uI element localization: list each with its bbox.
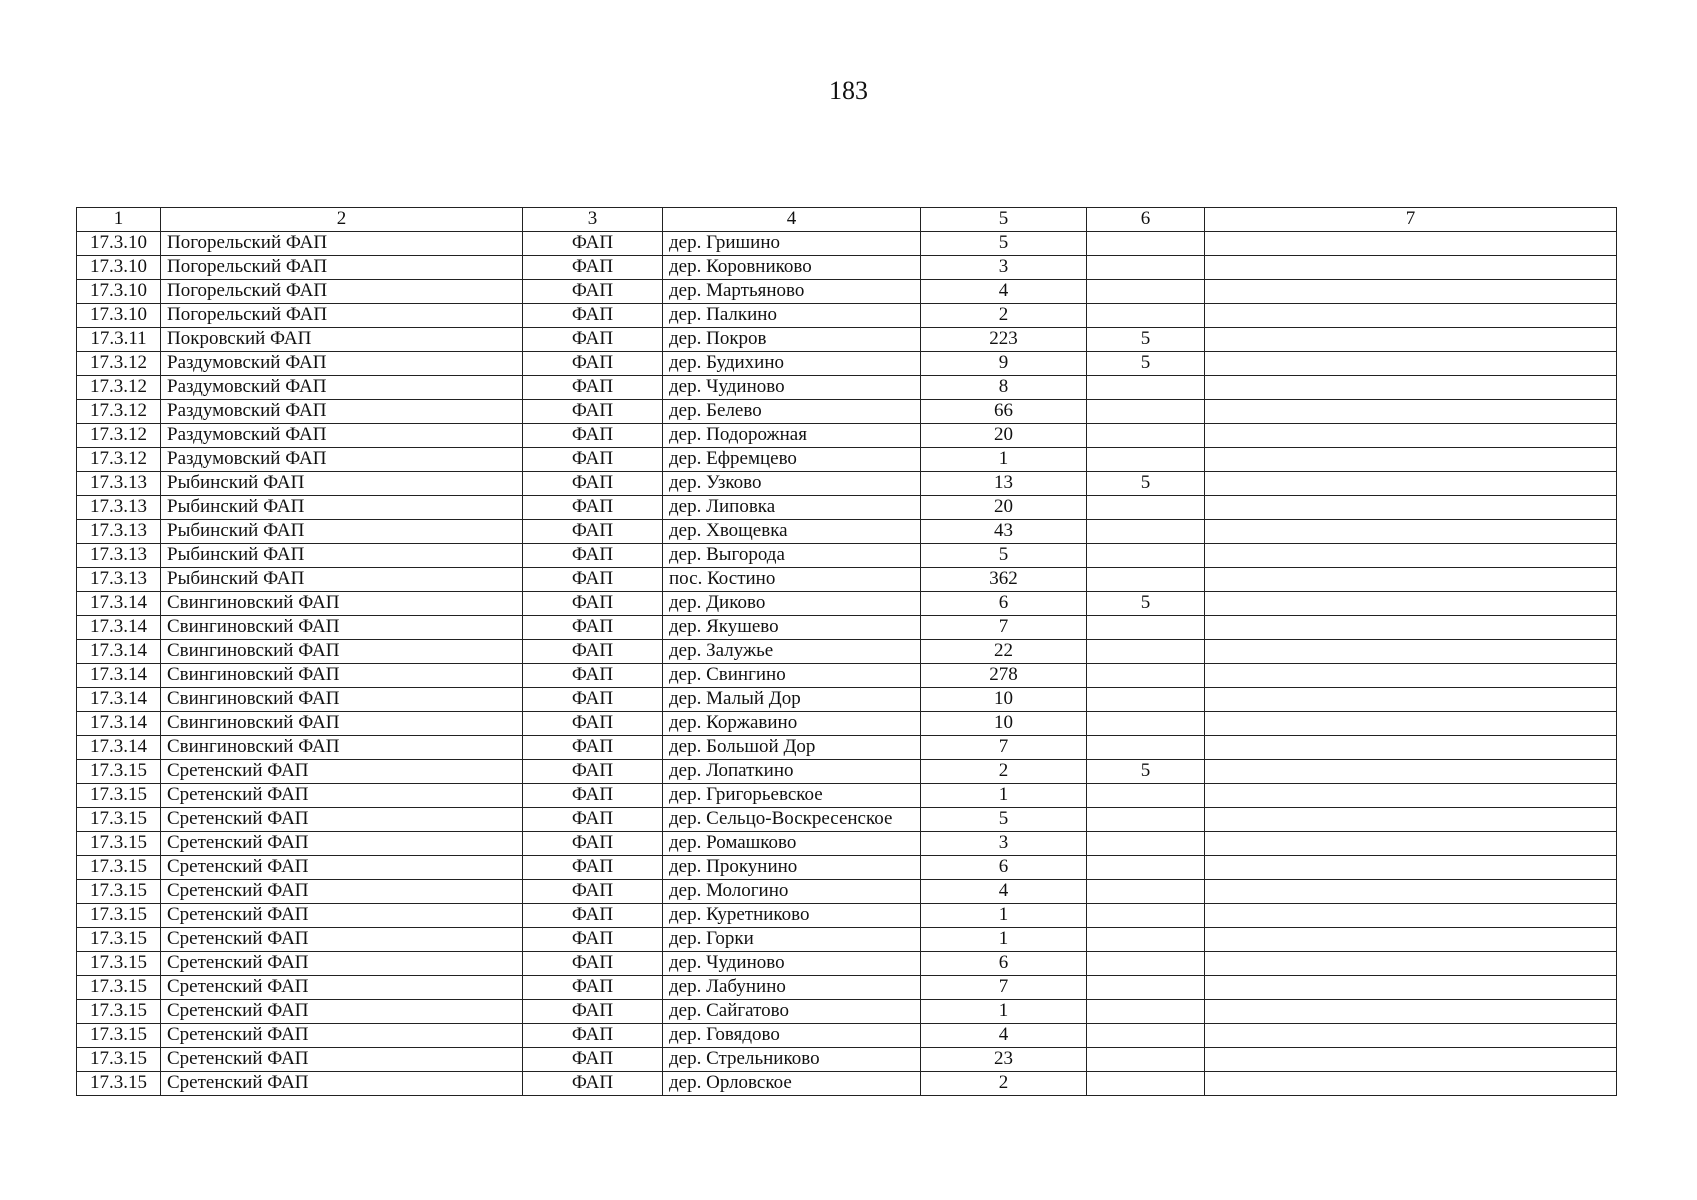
population-cell: 7 [921, 616, 1087, 640]
settlement-cell: дер. Липовка [663, 496, 921, 520]
facility-type-cell: ФАП [523, 304, 663, 328]
table-row [77, 640, 1617, 664]
population-cell: 7 [921, 976, 1087, 1000]
facility-type-cell: ФАП [523, 760, 663, 784]
notes-cell [1205, 280, 1617, 304]
notes-cell [1205, 304, 1617, 328]
row-code-cell: 17.3.13 [77, 544, 161, 568]
facility-name-cell: Сретенский ФАП [161, 808, 523, 832]
distance-cell [1087, 736, 1205, 760]
notes-cell [1205, 520, 1617, 544]
notes-cell [1205, 1048, 1617, 1072]
distance-cell [1087, 616, 1205, 640]
settlement-cell: дер. Чудиново [663, 376, 921, 400]
settlement-cell: дер. Коровниково [663, 256, 921, 280]
facility-name-cell: Сретенский ФАП [161, 976, 523, 1000]
table-row [77, 376, 1617, 400]
row-code-cell: 17.3.14 [77, 592, 161, 616]
settlement-cell: дер. Мартьяново [663, 280, 921, 304]
distance-cell [1087, 880, 1205, 904]
distance-cell [1087, 376, 1205, 400]
table-row [77, 856, 1617, 880]
distance-cell: 5 [1087, 352, 1205, 376]
facility-type-cell: ФАП [523, 976, 663, 1000]
facility-name-cell: Сретенский ФАП [161, 832, 523, 856]
distance-cell [1087, 928, 1205, 952]
facility-type-cell: ФАП [523, 736, 663, 760]
notes-cell [1205, 784, 1617, 808]
notes-cell [1205, 688, 1617, 712]
settlement-cell: дер. Узково [663, 472, 921, 496]
table-row [77, 976, 1617, 1000]
facility-name-cell: Рыбинский ФАП [161, 472, 523, 496]
facility-name-cell: Сретенский ФАП [161, 952, 523, 976]
row-code-cell: 17.3.12 [77, 400, 161, 424]
distance-cell [1087, 1024, 1205, 1048]
distance-cell [1087, 568, 1205, 592]
column-header: 1 [77, 208, 161, 232]
population-cell: 1 [921, 928, 1087, 952]
row-code-cell: 17.3.15 [77, 880, 161, 904]
notes-cell [1205, 448, 1617, 472]
distance-cell [1087, 904, 1205, 928]
facility-name-cell: Раздумовский ФАП [161, 424, 523, 448]
distance-cell [1087, 256, 1205, 280]
notes-cell [1205, 328, 1617, 352]
population-cell: 4 [921, 280, 1087, 304]
facility-name-cell: Свингиновский ФАП [161, 712, 523, 736]
table-row [77, 712, 1617, 736]
notes-cell [1205, 832, 1617, 856]
table-row [77, 1000, 1617, 1024]
distance-cell [1087, 400, 1205, 424]
table-row [77, 928, 1617, 952]
population-cell: 10 [921, 712, 1087, 736]
row-code-cell: 17.3.15 [77, 976, 161, 1000]
facility-name-cell: Свингиновский ФАП [161, 640, 523, 664]
facility-type-cell: ФАП [523, 496, 663, 520]
notes-cell [1205, 856, 1617, 880]
table-row [77, 400, 1617, 424]
notes-cell [1205, 400, 1617, 424]
population-cell: 5 [921, 544, 1087, 568]
facility-type-cell: ФАП [523, 1000, 663, 1024]
facility-type-cell: ФАП [523, 616, 663, 640]
table-row [77, 1024, 1617, 1048]
table-row [77, 880, 1617, 904]
table-row [77, 616, 1617, 640]
facility-name-cell: Сретенский ФАП [161, 928, 523, 952]
notes-cell [1205, 904, 1617, 928]
facility-name-cell: Рыбинский ФАП [161, 520, 523, 544]
settlement-cell: дер. Палкино [663, 304, 921, 328]
population-cell: 1 [921, 784, 1087, 808]
population-cell: 223 [921, 328, 1087, 352]
population-cell: 5 [921, 808, 1087, 832]
settlement-cell: дер. Ромашково [663, 832, 921, 856]
facility-name-cell: Свингиновский ФАП [161, 736, 523, 760]
facility-type-cell: ФАП [523, 784, 663, 808]
population-cell: 8 [921, 376, 1087, 400]
facility-type-cell: ФАП [523, 928, 663, 952]
facility-type-cell: ФАП [523, 568, 663, 592]
notes-cell [1205, 952, 1617, 976]
facility-name-cell: Раздумовский ФАП [161, 448, 523, 472]
distance-cell [1087, 808, 1205, 832]
facility-name-cell: Свингиновский ФАП [161, 616, 523, 640]
settlement-cell: дер. Выгорода [663, 544, 921, 568]
distance-cell [1087, 832, 1205, 856]
row-code-cell: 17.3.15 [77, 856, 161, 880]
table-header-row [77, 208, 1617, 232]
settlement-cell: дер. Мологино [663, 880, 921, 904]
settlement-cell: дер. Горки [663, 928, 921, 952]
row-code-cell: 17.3.13 [77, 472, 161, 496]
row-code-cell: 17.3.12 [77, 376, 161, 400]
row-code-cell: 17.3.15 [77, 904, 161, 928]
notes-cell [1205, 472, 1617, 496]
facility-name-cell: Сретенский ФАП [161, 904, 523, 928]
settlement-cell: дер. Лабунино [663, 976, 921, 1000]
table-row [77, 280, 1617, 304]
table-row [77, 832, 1617, 856]
settlement-cell: дер. Белево [663, 400, 921, 424]
facility-type-cell: ФАП [523, 544, 663, 568]
row-code-cell: 17.3.15 [77, 832, 161, 856]
population-cell: 10 [921, 688, 1087, 712]
table-row [77, 808, 1617, 832]
row-code-cell: 17.3.13 [77, 568, 161, 592]
notes-cell [1205, 760, 1617, 784]
population-cell: 6 [921, 952, 1087, 976]
notes-cell [1205, 496, 1617, 520]
notes-cell [1205, 928, 1617, 952]
population-cell: 23 [921, 1048, 1087, 1072]
row-code-cell: 17.3.14 [77, 616, 161, 640]
population-cell: 3 [921, 832, 1087, 856]
facility-type-cell: ФАП [523, 808, 663, 832]
facility-type-cell: ФАП [523, 376, 663, 400]
facility-type-cell: ФАП [523, 352, 663, 376]
notes-cell [1205, 1072, 1617, 1096]
notes-cell [1205, 640, 1617, 664]
table-row [77, 472, 1617, 496]
distance-cell [1087, 1048, 1205, 1072]
distance-cell: 5 [1087, 328, 1205, 352]
row-code-cell: 17.3.10 [77, 256, 161, 280]
table-row [77, 568, 1617, 592]
row-code-cell: 17.3.10 [77, 232, 161, 256]
distance-cell: 5 [1087, 760, 1205, 784]
facility-type-cell: ФАП [523, 1072, 663, 1096]
population-cell: 2 [921, 304, 1087, 328]
facility-type-cell: ФАП [523, 904, 663, 928]
settlement-cell: дер. Залужье [663, 640, 921, 664]
column-header: 3 [523, 208, 663, 232]
notes-cell [1205, 736, 1617, 760]
facility-name-cell: Сретенский ФАП [161, 880, 523, 904]
facility-name-cell: Рыбинский ФАП [161, 496, 523, 520]
notes-cell [1205, 1000, 1617, 1024]
distance-cell [1087, 304, 1205, 328]
table-row [77, 1072, 1617, 1096]
table-row [77, 496, 1617, 520]
column-header: 4 [663, 208, 921, 232]
settlement-cell: дер. Сайгатово [663, 1000, 921, 1024]
row-code-cell: 17.3.11 [77, 328, 161, 352]
population-cell: 4 [921, 880, 1087, 904]
facility-name-cell: Сретенский ФАП [161, 760, 523, 784]
settlement-cell: дер. Орловское [663, 1072, 921, 1096]
population-cell: 1 [921, 904, 1087, 928]
distance-cell [1087, 1072, 1205, 1096]
row-code-cell: 17.3.12 [77, 448, 161, 472]
facility-type-cell: ФАП [523, 1048, 663, 1072]
facility-name-cell: Сретенский ФАП [161, 1024, 523, 1048]
population-cell: 9 [921, 352, 1087, 376]
facility-type-cell: ФАП [523, 688, 663, 712]
settlement-cell: дер. Якушево [663, 616, 921, 640]
distance-cell: 5 [1087, 592, 1205, 616]
notes-cell [1205, 544, 1617, 568]
distance-cell [1087, 688, 1205, 712]
facility-name-cell: Свингиновский ФАП [161, 664, 523, 688]
settlement-cell: дер. Говядово [663, 1024, 921, 1048]
notes-cell [1205, 808, 1617, 832]
settlement-cell: дер. Лопаткино [663, 760, 921, 784]
facility-name-cell: Сретенский ФАП [161, 784, 523, 808]
population-cell: 1 [921, 1000, 1087, 1024]
population-cell: 20 [921, 424, 1087, 448]
population-cell: 2 [921, 1072, 1087, 1096]
table-row [77, 592, 1617, 616]
population-cell: 66 [921, 400, 1087, 424]
population-cell: 43 [921, 520, 1087, 544]
notes-cell [1205, 880, 1617, 904]
column-header: 2 [161, 208, 523, 232]
facility-name-cell: Покровский ФАП [161, 328, 523, 352]
notes-cell [1205, 976, 1617, 1000]
distance-cell: 5 [1087, 472, 1205, 496]
population-cell: 6 [921, 592, 1087, 616]
table-row [77, 424, 1617, 448]
row-code-cell: 17.3.14 [77, 736, 161, 760]
facility-type-cell: ФАП [523, 832, 663, 856]
distance-cell [1087, 952, 1205, 976]
settlement-cell: дер. Сельцо-Воскресенское [663, 808, 921, 832]
table-row [77, 760, 1617, 784]
facility-name-cell: Погорельский ФАП [161, 304, 523, 328]
population-cell: 362 [921, 568, 1087, 592]
settlement-cell: дер. Покров [663, 328, 921, 352]
settlement-cell: пос. Костино [663, 568, 921, 592]
table-row [77, 736, 1617, 760]
distance-cell [1087, 232, 1205, 256]
row-code-cell: 17.3.14 [77, 640, 161, 664]
table-row [77, 904, 1617, 928]
table-row [77, 328, 1617, 352]
data-table [76, 207, 1617, 1096]
table-row [77, 256, 1617, 280]
distance-cell [1087, 424, 1205, 448]
facility-type-cell: ФАП [523, 880, 663, 904]
table-row [77, 448, 1617, 472]
distance-cell [1087, 448, 1205, 472]
population-cell: 278 [921, 664, 1087, 688]
facility-type-cell: ФАП [523, 424, 663, 448]
facility-type-cell: ФАП [523, 856, 663, 880]
facility-type-cell: ФАП [523, 592, 663, 616]
population-cell: 20 [921, 496, 1087, 520]
notes-cell [1205, 616, 1617, 640]
distance-cell [1087, 784, 1205, 808]
facility-type-cell: ФАП [523, 328, 663, 352]
settlement-cell: дер. Прокунино [663, 856, 921, 880]
facility-type-cell: ФАП [523, 952, 663, 976]
row-code-cell: 17.3.15 [77, 784, 161, 808]
distance-cell [1087, 712, 1205, 736]
facility-type-cell: ФАП [523, 280, 663, 304]
row-code-cell: 17.3.15 [77, 1072, 161, 1096]
facility-name-cell: Рыбинский ФАП [161, 568, 523, 592]
notes-cell [1205, 232, 1617, 256]
facility-type-cell: ФАП [523, 712, 663, 736]
notes-cell [1205, 352, 1617, 376]
table-row [77, 952, 1617, 976]
row-code-cell: 17.3.10 [77, 304, 161, 328]
settlement-cell: дер. Подорожная [663, 424, 921, 448]
facility-name-cell: Раздумовский ФАП [161, 352, 523, 376]
table-row [77, 784, 1617, 808]
notes-cell [1205, 712, 1617, 736]
row-code-cell: 17.3.14 [77, 712, 161, 736]
row-code-cell: 17.3.12 [77, 424, 161, 448]
facility-name-cell: Раздумовский ФАП [161, 400, 523, 424]
population-cell: 2 [921, 760, 1087, 784]
settlement-cell: дер. Большой Дор [663, 736, 921, 760]
notes-cell [1205, 256, 1617, 280]
facility-type-cell: ФАП [523, 664, 663, 688]
settlement-cell: дер. Диково [663, 592, 921, 616]
row-code-cell: 17.3.13 [77, 496, 161, 520]
distance-cell [1087, 856, 1205, 880]
facility-name-cell: Свингиновский ФАП [161, 688, 523, 712]
row-code-cell: 17.3.15 [77, 952, 161, 976]
population-cell: 3 [921, 256, 1087, 280]
facility-name-cell: Сретенский ФАП [161, 1072, 523, 1096]
row-code-cell: 17.3.15 [77, 928, 161, 952]
notes-cell [1205, 568, 1617, 592]
facility-name-cell: Погорельский ФАП [161, 232, 523, 256]
facility-name-cell: Свингиновский ФАП [161, 592, 523, 616]
population-cell: 7 [921, 736, 1087, 760]
settlement-cell: дер. Куретниково [663, 904, 921, 928]
facility-name-cell: Сретенский ФАП [161, 1000, 523, 1024]
facility-name-cell: Рыбинский ФАП [161, 544, 523, 568]
table-row [77, 544, 1617, 568]
column-header: 5 [921, 208, 1087, 232]
notes-cell [1205, 376, 1617, 400]
notes-cell [1205, 664, 1617, 688]
settlement-cell: дер. Свингино [663, 664, 921, 688]
row-code-cell: 17.3.13 [77, 520, 161, 544]
facility-type-cell: ФАП [523, 1024, 663, 1048]
settlement-cell: дер. Чудиново [663, 952, 921, 976]
notes-cell [1205, 592, 1617, 616]
row-code-cell: 17.3.15 [77, 760, 161, 784]
facility-name-cell: Сретенский ФАП [161, 856, 523, 880]
table-row [77, 304, 1617, 328]
population-cell: 1 [921, 448, 1087, 472]
distance-cell [1087, 1000, 1205, 1024]
settlement-cell: дер. Малый Дор [663, 688, 921, 712]
population-cell: 5 [921, 232, 1087, 256]
facility-type-cell: ФАП [523, 400, 663, 424]
facility-type-cell: ФАП [523, 448, 663, 472]
row-code-cell: 17.3.15 [77, 1048, 161, 1072]
facility-name-cell: Раздумовский ФАП [161, 376, 523, 400]
distance-cell [1087, 496, 1205, 520]
row-code-cell: 17.3.14 [77, 664, 161, 688]
column-header: 7 [1205, 208, 1617, 232]
table-row [77, 688, 1617, 712]
facility-type-cell: ФАП [523, 520, 663, 544]
row-code-cell: 17.3.12 [77, 352, 161, 376]
facility-name-cell: Погорельский ФАП [161, 280, 523, 304]
population-cell: 6 [921, 856, 1087, 880]
table-row [77, 520, 1617, 544]
facility-type-cell: ФАП [523, 472, 663, 496]
facility-type-cell: ФАП [523, 640, 663, 664]
table-row [77, 664, 1617, 688]
settlement-cell: дер. Коржавино [663, 712, 921, 736]
table-row [77, 352, 1617, 376]
population-cell: 13 [921, 472, 1087, 496]
facility-name-cell: Сретенский ФАП [161, 1048, 523, 1072]
population-cell: 22 [921, 640, 1087, 664]
distance-cell [1087, 520, 1205, 544]
row-code-cell: 17.3.15 [77, 808, 161, 832]
population-cell: 4 [921, 1024, 1087, 1048]
column-header: 6 [1087, 208, 1205, 232]
settlement-cell: дер. Григорьевское [663, 784, 921, 808]
facility-type-cell: ФАП [523, 256, 663, 280]
distance-cell [1087, 976, 1205, 1000]
settlement-cell: дер. Ефремцево [663, 448, 921, 472]
settlement-cell: дер. Гришино [663, 232, 921, 256]
table-row [77, 232, 1617, 256]
settlement-cell: дер. Стрельниково [663, 1048, 921, 1072]
row-code-cell: 17.3.15 [77, 1024, 161, 1048]
distance-cell [1087, 544, 1205, 568]
row-code-cell: 17.3.10 [77, 280, 161, 304]
settlement-cell: дер. Будихино [663, 352, 921, 376]
distance-cell [1087, 280, 1205, 304]
notes-cell [1205, 1024, 1617, 1048]
facility-name-cell: Погорельский ФАП [161, 256, 523, 280]
page-number: 183 [829, 76, 868, 105]
distance-cell [1087, 640, 1205, 664]
table-row [77, 1048, 1617, 1072]
settlement-cell: дер. Хвощевка [663, 520, 921, 544]
row-code-cell: 17.3.15 [77, 1000, 161, 1024]
distance-cell [1087, 664, 1205, 688]
notes-cell [1205, 424, 1617, 448]
row-code-cell: 17.3.14 [77, 688, 161, 712]
facility-type-cell: ФАП [523, 232, 663, 256]
